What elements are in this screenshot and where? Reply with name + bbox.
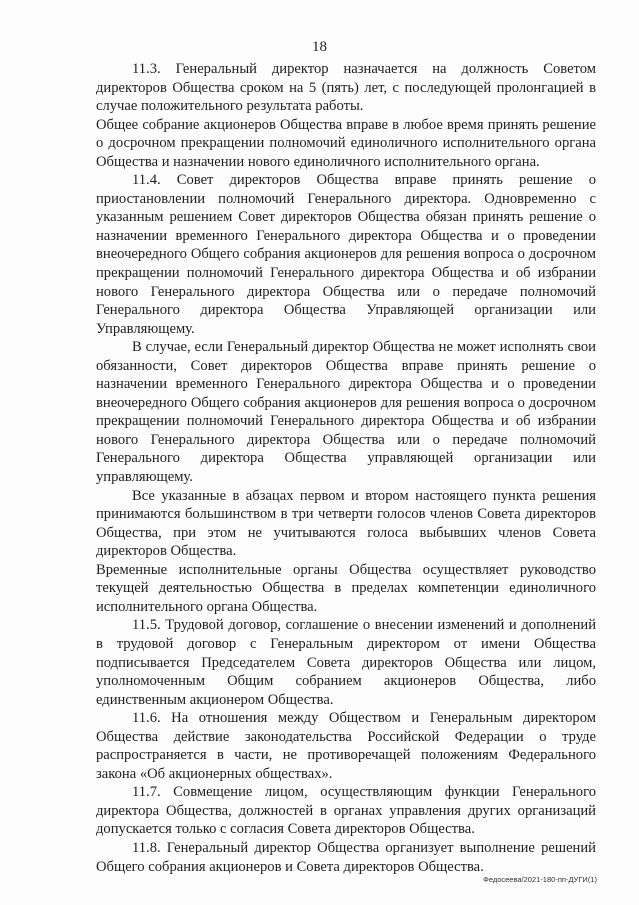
paragraph-11-4: 11.4. Совет директоров Общества вправе принять решение о приостановлении полномочий Генерального директора. Одновременно с указанным решением Совет директоров Общества обязан принять решение о назначении временного Генерального директора Общества и о проведении внеочередного Общего собрания акционеров для решения вопроса о досрочном прекращении полномочий Генерального директора Общества и об избрании нового Генерального директора Общества или о передаче полномочий Генерального директора Общества Управляющей организации или Управляющему. bbox=[96, 172, 596, 337]
paragraph-decisions-majority: Все указанные в абзацах первом и втором настоящего пункта решения принимаются большинством в три четверти голосов членов Совета директоров Общества, при этом не учитываются голоса выбывших членов Совета директоров Общества. bbox=[96, 487, 596, 560]
document-body bbox=[96, 60, 596, 876]
paragraph-11-7: 11.7. Совмещение лицом, осуществляющим функции Генерального директора Общества, должностей в органах управления других организаций допускается только с согласия Совета директоров Общества. bbox=[96, 784, 596, 838]
paragraph-11-3: 11.3. Генеральный директор назначается на должность Советом директоров Общества сроком на 5 (пять) лет, с последующей пролонгацией в случае положительного результата работы. bbox=[96, 61, 596, 115]
paragraph-11-8: 11.8. Генеральный директор Общества организует выполнение решений Общего собрания акционеров и Совета директоров Общества. bbox=[96, 839, 596, 875]
paragraph-temporary-bodies: Временные исполнительные органы Общества осуществляет руководство текущей деятельностью Общества в пределах компетенции единоличного исполнительного органа Общества. bbox=[96, 561, 596, 615]
paragraph-11-5: 11.5. Трудовой договор, соглашение о внесении изменений и дополнений в трудовой договор с Генеральным директором от имени Общества подписывается Председателем Совета директоров Общества или лицом, уполномоченным Общим собранием акционеров Общества, либо единственным акционером Общества. bbox=[96, 617, 596, 708]
paragraph-director-unable: В случае, если Генеральный директор Общества не может исполнять свои обязанности, Совет директоров Общества вправе принять решение о назначении временного Генерального директора Общества и о проведении внеочередного Общего собрания акционеров для решения вопроса о досрочном прекращении полномочий Генерального директора Общества и об избрании нового Генерального директора Общества или о передаче полномочий Генерального директора Общества управляющей организации или управляющему. bbox=[96, 339, 596, 486]
paragraph-general-meeting-right: Общее собрание акционеров Общества вправе в любое время принять решение о досрочном прекращении полномочий единоличного исполнительного органа Общества и назначении нового единоличного исполнительного органа. bbox=[96, 116, 596, 170]
paragraph-11-6: 11.6. На отношения между Обществом и Генеральным директором Общества действие законодательства Российской Федерации о труде распространяется в части, не противоречащей положениям Федерального закона «Об акционерных обществах». bbox=[96, 710, 596, 782]
page-number: 18 bbox=[312, 39, 327, 55]
footer-document-reference: Федосеева/2021-180-пп-ДУГИ(1) bbox=[483, 875, 597, 884]
